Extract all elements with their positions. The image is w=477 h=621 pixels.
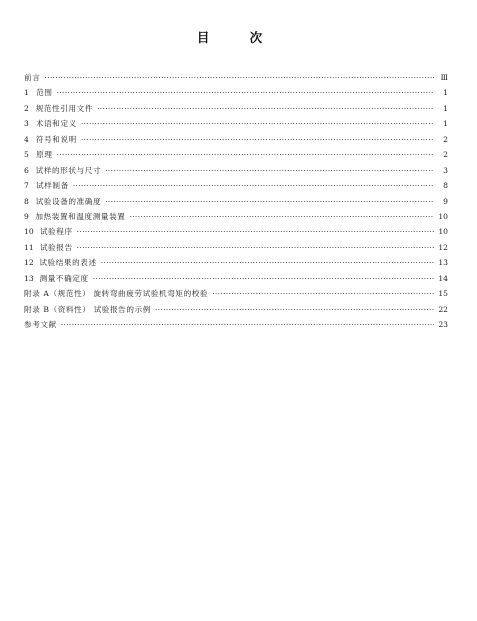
- toc-entry-number: 4: [24, 134, 29, 144]
- toc-dot-leader: [57, 147, 434, 162]
- toc-entry-page: 3: [443, 165, 448, 175]
- toc-entry-label: 符号和说明: [35, 134, 77, 144]
- toc-entry[interactable]: [24, 209, 448, 224]
- toc-list: [24, 70, 448, 332]
- toc-entry-number: 12: [24, 258, 34, 268]
- toc-entry[interactable]: [24, 70, 448, 85]
- toc-dot-leader: [212, 286, 434, 301]
- toc-entry[interactable]: [24, 178, 448, 193]
- toc-entry[interactable]: [24, 147, 448, 162]
- toc-dot-leader: [97, 101, 434, 116]
- toc-entry[interactable]: [24, 317, 448, 332]
- toc-entry-label: 前言: [24, 73, 41, 82]
- toc-entry[interactable]: [24, 85, 448, 100]
- toc-entry-label: 试验程序: [39, 227, 73, 237]
- toc-entry-number: 3: [24, 119, 29, 129]
- toc-entry-number: 9: [24, 211, 29, 221]
- toc-dot-leader: [130, 209, 435, 224]
- toc-entry-page: 1: [443, 103, 448, 113]
- toc-entry-page: 10: [438, 227, 448, 237]
- toc-entry-label: 范围: [36, 88, 53, 98]
- toc-entry-page: 15: [438, 289, 448, 299]
- toc-entry-number: 7: [24, 181, 29, 191]
- toc-dot-leader: [81, 116, 434, 131]
- toc-entry-page: 8: [443, 181, 448, 191]
- toc-entry-label: 试验结果的表述: [39, 258, 97, 268]
- toc-entry-label: 附录 B（资料性） 试验报告的示例: [24, 304, 151, 314]
- toc-dot-leader: [57, 85, 434, 100]
- toc-dot-leader: [77, 240, 434, 255]
- toc-entry[interactable]: [24, 271, 448, 286]
- toc-entry[interactable]: [24, 286, 448, 301]
- toc-entry-label: 附录 A（规范性） 旋转弯曲疲劳试验机弯矩的校验: [24, 289, 209, 299]
- toc-entry-number: 6: [24, 165, 29, 175]
- toc-entry-label: 原理: [36, 150, 53, 160]
- toc-dot-leader: [155, 302, 434, 317]
- toc-entry-label: 试样制备: [35, 181, 69, 191]
- toc-entry-number: 11: [24, 242, 34, 252]
- toc-dot-leader: [105, 194, 434, 209]
- toc-entry-page: Ⅲ: [440, 73, 448, 82]
- toc-dot-leader: [105, 163, 434, 178]
- toc-entry-page: 13: [438, 258, 448, 268]
- toc-entry[interactable]: [24, 194, 448, 209]
- toc-dot-leader: [73, 178, 434, 193]
- toc-entry-page: 14: [438, 273, 448, 283]
- toc-dot-leader: [81, 132, 434, 147]
- toc-entry-label: 试验报告: [39, 242, 73, 252]
- toc-entry-number: 2: [24, 103, 29, 113]
- toc-entry-label: 规范性引用文件: [35, 103, 94, 113]
- toc-dot-leader: [101, 255, 434, 270]
- toc-entry[interactable]: [24, 163, 448, 178]
- toc-entry-number: 5: [24, 150, 29, 160]
- toc-entry-page: 2: [443, 134, 448, 144]
- toc-entry-page: 1: [443, 88, 448, 98]
- toc-entry-page: 12: [438, 242, 448, 252]
- toc-dot-leader: [93, 271, 434, 286]
- toc-entry-number: 13: [24, 273, 34, 283]
- toc-entry-page: 9: [443, 196, 448, 206]
- toc-entry-number: 10: [24, 227, 34, 237]
- toc-entry[interactable]: [24, 255, 448, 270]
- toc-entry-number: 1: [24, 88, 29, 98]
- toc-entry[interactable]: [24, 132, 448, 147]
- toc-entry[interactable]: [24, 116, 448, 131]
- toc-entry-label: 参考文献: [24, 320, 57, 329]
- toc-dot-leader: [77, 224, 434, 239]
- toc-title: 目 次: [196, 30, 281, 45]
- toc-entry[interactable]: [24, 302, 448, 317]
- toc-dot-leader: [61, 317, 434, 332]
- toc-entry[interactable]: [24, 240, 448, 255]
- toc-entry-page: 1: [443, 119, 448, 129]
- toc-entry-page: 23: [438, 320, 448, 329]
- toc-entry-label: 试样的形状与尺寸: [35, 165, 102, 175]
- toc-entry-label: 测量不确定度: [39, 273, 89, 283]
- toc-entry-number: 8: [24, 196, 29, 206]
- toc-entry[interactable]: [24, 224, 448, 239]
- toc-entry-page: 2: [443, 150, 448, 160]
- toc-dot-leader: [44, 70, 434, 85]
- toc-entry-label: 加热装置和温度测量装置: [35, 211, 126, 221]
- toc-entry-label: 术语和定义: [35, 119, 77, 129]
- toc-entry-page: 10: [438, 211, 448, 221]
- toc-entry-page: 22: [438, 304, 448, 314]
- toc-entry[interactable]: [24, 101, 448, 116]
- toc-entry-label: 试验设备的准确度: [35, 196, 102, 206]
